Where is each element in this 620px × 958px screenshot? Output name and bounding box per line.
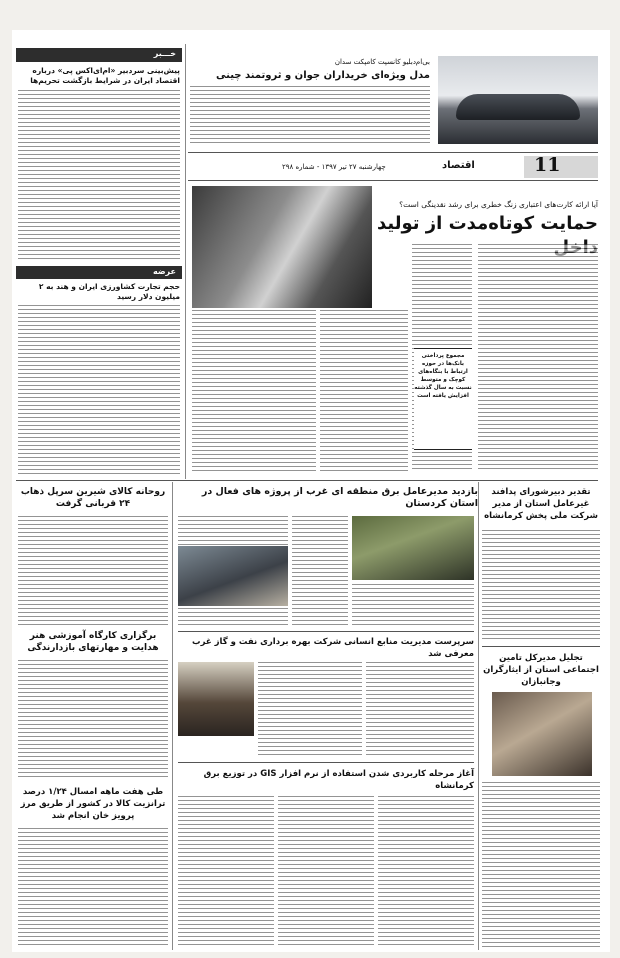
news-label: خـــبر <box>153 49 176 58</box>
page-number: 11 <box>534 154 561 176</box>
column-divider <box>185 44 186 479</box>
gis-story-body-b <box>278 796 374 948</box>
lead-body-d <box>478 244 598 472</box>
left-news-body-1 <box>18 90 180 260</box>
gas-rule <box>178 631 474 632</box>
gis-story-title: آغاز مرحله کاربردی شدن استفاده از نرم افزار GIS در توزیع برق کرمانشاه <box>203 769 474 791</box>
power-photo-2 <box>352 516 474 580</box>
left-lower-title-1: روحانه کالای شیرین سرپل ذهاب ۲۴ قربانی گرفت <box>20 487 166 509</box>
gas-photo <box>178 662 254 736</box>
left-lower-title-2: برگزاری کارگاه آموزشی هنر هدایت و مهارتهای بازدارندگی <box>27 631 159 653</box>
right-story-photo <box>492 692 592 776</box>
right-story-title-1: تقدیر دبیرشورای پدافند غیرعامل استان از مدیر شرکت ملی پخش کرمانشاه <box>484 487 598 521</box>
power-story-body-c <box>352 584 474 626</box>
gas-story-body-b <box>366 662 474 758</box>
masthead-rule-top <box>188 152 598 153</box>
gas-story-title: سرپرست مدیریت منابع انسانی شرکت بهره برداری نفت و گاز غرب معرفی شد <box>192 637 474 659</box>
lower-divider-left <box>172 482 173 950</box>
car-photo <box>438 56 598 144</box>
right-rule <box>482 646 600 647</box>
credit-cards-photo <box>192 186 372 308</box>
gis-story-body-c <box>378 796 474 948</box>
left-lower-body-3 <box>18 828 168 948</box>
right-story-body-2 <box>482 782 600 948</box>
car-shape <box>456 94 580 120</box>
power-photo-1 <box>178 546 288 606</box>
car-feature-title: مدل ویژه‌ای خریداران جوان و ثروتمند چینی <box>216 70 430 81</box>
news-label-2: عرضه <box>152 267 176 276</box>
left-news-title-1: پیش‌بینی سردبیر «ام‌ای‌اکس پی» درباره اقتصاد ایران در شرایط بازگشت تحریم‌ها <box>30 66 180 85</box>
car-feature-kicker: بی‌ام‌دبلیو کانسپت کامپکت سدان <box>334 58 430 66</box>
lead-title: حمایت کوتاه‌مدت از تولید <box>376 213 598 234</box>
left-news-title-2: حجم تجارت کشاورزی ایران و هند به ۲ میلیون دلار رسید <box>38 282 180 301</box>
gas-story-body-a <box>258 662 362 758</box>
power-story-title: بازدید مدیرعامل برق منطقه ای غرب از پروژه های فعال در استان کردستان <box>201 486 478 509</box>
fold-rule <box>16 480 598 481</box>
gis-story-body-a <box>178 796 274 948</box>
lower-divider-right <box>478 482 479 950</box>
car-feature-body <box>190 86 430 144</box>
lead-body-b <box>320 310 408 472</box>
gis-rule <box>178 762 474 763</box>
newspaper-page <box>12 30 610 952</box>
right-story-title-2: تجلیل مدیرکل تامین اجتماعی استان از ایثارگران وجانبازان <box>483 653 599 687</box>
news-label-box-2 <box>16 266 182 279</box>
section-name: اقتصاد <box>442 160 475 171</box>
left-lower-body-1 <box>18 516 168 626</box>
pull-quote: مجموع پرداختی بانک‌ها در حوزه ارتباط با بنگاه‌های کوچک و متوسط نسبت به سال گذشته افزایش یافته است <box>414 353 472 399</box>
news-label-box <box>16 48 182 62</box>
lead-kicker: آیا ارائه کارت‌های اعتباری زنگ خطری برای رشد نقدینگی است؟ <box>399 200 598 209</box>
lead-body-a <box>192 310 316 472</box>
issue-date: چهارشنبه ۲۷ تیر ۱۳۹۷ - شماره ۲۹۸ <box>282 163 386 171</box>
power-story-body-b <box>292 516 348 626</box>
left-lower-title-3: طی هفت ماهه امسال ۱/۲۴ درصد ترانزیت کالا در کشور از طریق مرز پرویز خان انجام شد <box>20 787 166 821</box>
masthead-rule-bottom <box>188 180 598 181</box>
left-lower-body-2 <box>18 660 168 780</box>
pull-quote-box <box>414 348 472 450</box>
right-story-body-1 <box>482 530 600 642</box>
left-news-body-2 <box>18 305 180 475</box>
